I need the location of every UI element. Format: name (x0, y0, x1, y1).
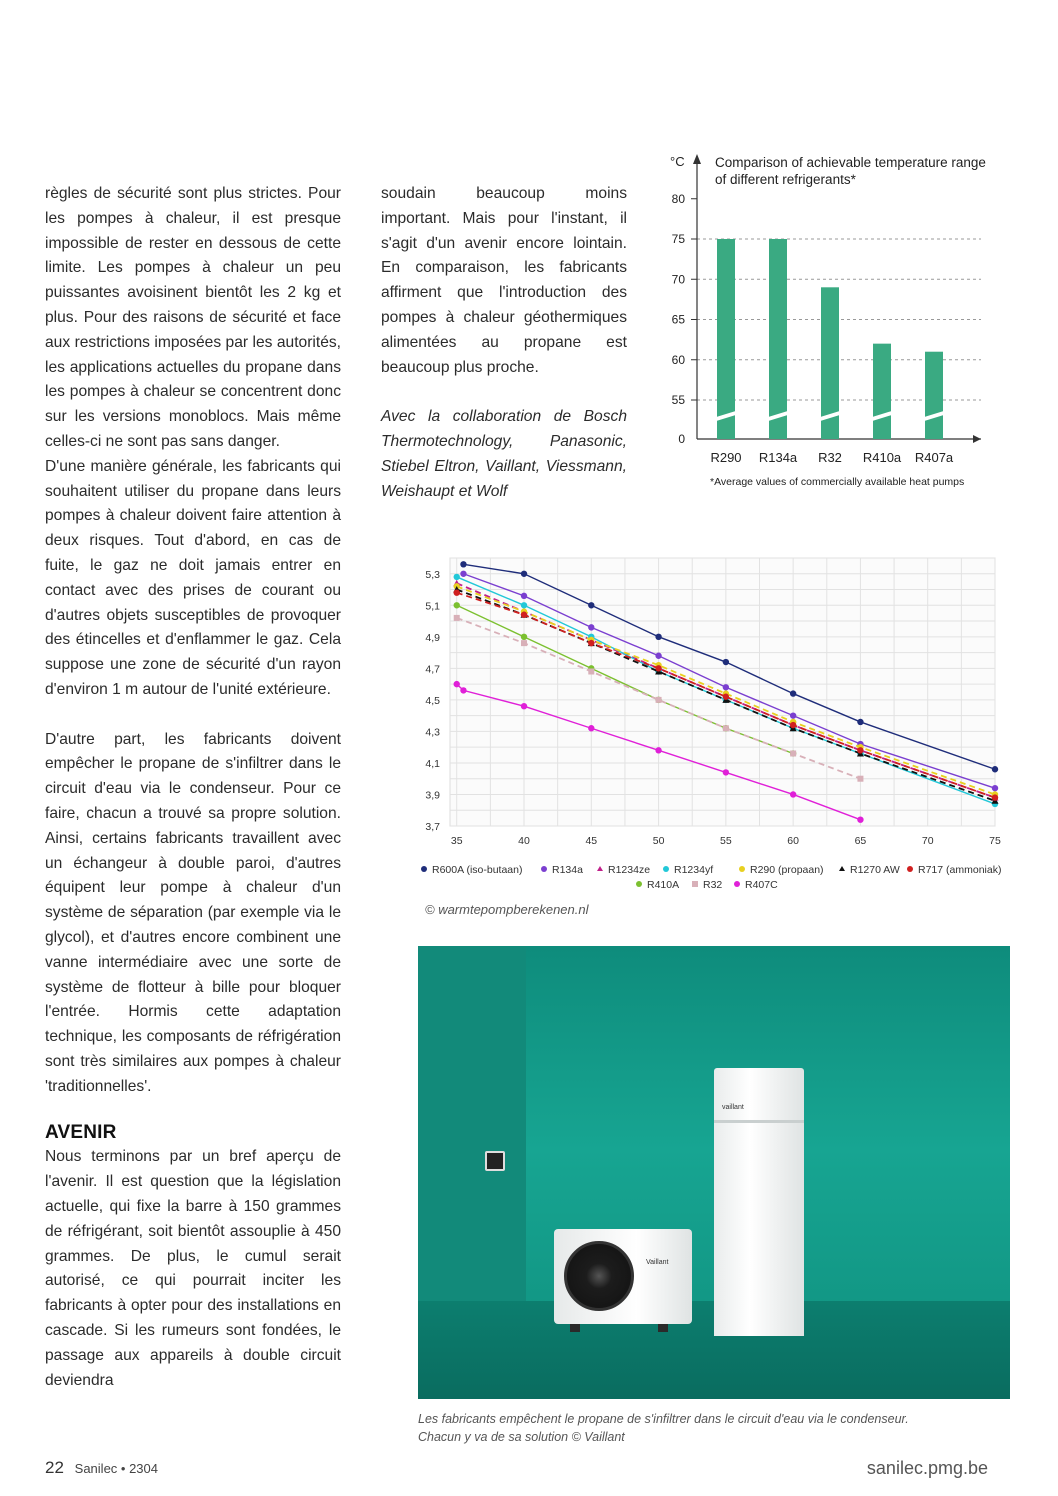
legend-marker (421, 866, 427, 872)
caption-line: Les fabricants empêchent le propane de s'infiltrer dans le circuit d'eau via le condenseur. (418, 1412, 909, 1426)
article-paragraph: Nous terminons par un bref aperçu de l'avenir. Il est question que la législation actuelle, qui fixe la barre à 150 grammes de réfrigérant, soit bientôt assouplie à 450 grammes. De plus, le cumul serait autorisé, ce qui pourrait inciter les fabricants à opter pour des installations en cascade. Si les rumeurs sont fondées, le passage aux appareils à double circuit deviendra (45, 1148, 341, 1389)
article-paragraph: règles de sécurité sont plus strictes. Pour les pompes à chaleur, il est presque impossible de rester en dessous de cette limite. Les pompes à chaleur un peu puissantes avoisinent bientôt les 2 kg et plus. Pour des raisons de sécurité et face aux restrictions imposées par les autorités, les applications actuelles du propane dans les pompes à chaleur se concentrent donc sur les versions monoblocs. Mais même celles-ci ne sont pas sans danger. (45, 185, 341, 450)
website-link[interactable]: sanilec.pmg.be (866, 1458, 988, 1478)
legend-marker (597, 866, 603, 871)
legend-label: R1234yf (674, 864, 714, 876)
line-point (454, 589, 460, 595)
line-point (521, 602, 527, 608)
middle-article-column (381, 182, 627, 504)
line-point (655, 747, 661, 753)
line-point (588, 669, 594, 675)
bar-category-label: R32 (818, 450, 842, 465)
legend-label: R407C (745, 879, 778, 891)
legend-marker (636, 881, 642, 887)
refrigerant-temperature-bar-chart (655, 150, 1025, 495)
line-chart-y-tick: 4,1 (425, 757, 440, 770)
bar (873, 344, 891, 439)
article-paragraph: D'une manière générale, les fabricants qui souhaitent utiliser du propane dans leurs pompes à chaleur doivent faire attention à deux risques. Tout d'abord, en cas de fuite, le gaz ne doit jamais entrer en contact avec des prises de courant ou d'autres objets susceptibles de provoquer des étincelles et d'enflammer le gaz. Cela suppose une zone de sécurité d'un rayon d'environ 1 m autour de l'unité extérieure. (45, 457, 341, 698)
legend-label: R410A (647, 879, 680, 891)
thermostat-icon (485, 1151, 505, 1171)
line-point (790, 791, 796, 797)
bar-chart-footnote: *Average values of commercially available heat pumps (710, 476, 965, 488)
line-chart-plot-area (450, 558, 995, 826)
bar-chart-svg (655, 150, 1025, 495)
line-chart-x-tick: 50 (652, 835, 665, 847)
article-paragraph: D'autre part, les fabricants doivent empêcher le propane de s'infiltrer dans le circuit d'eau via le condenseur. Pour ce faire, chacun a trouvé sa propre solution. Ainsi, certains fabricants travaillent avec un échangeur à double paroi, d'autres équipent leur pompe à chaleur d'un système de séparation (par exemple via le glycol), et d'autres encore combinent une vanne intermédiaire avec une sorte de système de flotteur à bille pour bloquer l'entrée. Hormis cette adaptation technique, les composants de réfrigération sont très similaires aux pompes à chaleur 'traditionnelles'. (45, 730, 341, 1095)
bar-chart-tick-label: 65 (671, 312, 685, 327)
unit-foot (570, 1324, 580, 1332)
legend-marker (734, 881, 740, 887)
left-article-column (45, 182, 341, 1393)
line-chart-x-tick: 40 (518, 835, 530, 847)
line-point (992, 785, 998, 791)
bar (717, 239, 735, 439)
photo-caption (418, 1410, 1010, 1446)
refrigerant-line-chart (410, 548, 1010, 898)
page-number: 22 (45, 1458, 64, 1477)
bar-chart-title: of different refrigerants* (715, 172, 856, 187)
line-point (454, 681, 460, 687)
bar-chart-tick-label: 75 (671, 232, 685, 246)
legend-marker (739, 866, 745, 872)
bar-chart-tick-label: 60 (671, 352, 685, 367)
section-heading: AVENIR (45, 1122, 117, 1144)
line-point (790, 750, 796, 756)
legend-label: R134a (552, 864, 583, 876)
indoor-unit-band (714, 1120, 804, 1123)
line-chart-y-tick: 4,7 (425, 663, 440, 676)
line-point (723, 769, 729, 775)
line-chart-x-tick: 35 (450, 835, 463, 847)
line-point (454, 615, 460, 621)
indoor-unit (714, 1068, 804, 1336)
magazine-issue: Sanilec • 2304 (74, 1461, 158, 1476)
heat-pump-photo (418, 946, 1010, 1399)
line-point (521, 640, 527, 646)
line-point (723, 725, 729, 731)
legend-label: R290 (propaan) (750, 864, 824, 876)
line-point (790, 722, 796, 728)
legend-marker (839, 866, 845, 871)
line-point (857, 719, 863, 725)
legend-label: R32 (703, 879, 723, 891)
bar-category-label: R407a (914, 450, 954, 465)
line-point (521, 593, 527, 599)
line-point (454, 574, 460, 580)
line-point (588, 602, 594, 608)
collaboration-credit: Avec la collaboration de Bosch Thermotechnology, Panasonic, Stiebel Eltron, Vaillant, Viessmann, Weishaupt et Wolf (381, 408, 627, 500)
line-point (723, 659, 729, 665)
caption-line: Chacun y va de sa solution © Vaillant (418, 1430, 625, 1444)
line-chart-y-tick: 5,3 (425, 568, 440, 581)
line-point (521, 571, 527, 577)
outdoor-unit (554, 1229, 692, 1324)
line-chart-x-tick: 70 (921, 835, 934, 847)
line-chart-x-tick: 65 (854, 835, 867, 847)
line-point (790, 712, 796, 718)
line-chart-x-tick: 55 (720, 835, 732, 847)
line-point (588, 640, 594, 646)
line-point (588, 624, 594, 630)
line-point (723, 684, 729, 690)
line-chart-y-tick: 4,3 (425, 726, 440, 739)
line-chart-y-tick: 5,1 (425, 600, 440, 613)
bar-chart-unit-label: °C (670, 154, 685, 169)
line-point (992, 794, 998, 800)
line-point (521, 703, 527, 709)
line-point (723, 694, 729, 700)
line-point (521, 612, 527, 618)
fan-icon (564, 1241, 634, 1311)
bar-chart-x-arrow (973, 435, 981, 443)
line-point (790, 690, 796, 696)
legend-label: R1270 AW (850, 864, 900, 876)
line-chart-svg (410, 548, 1010, 898)
footer-left (45, 1458, 158, 1478)
wall-panel (418, 946, 526, 1301)
line-point (857, 747, 863, 753)
bar-category-label: R290 (710, 450, 742, 465)
legend-marker (541, 866, 547, 872)
line-chart-y-tick: 4,5 (425, 694, 440, 707)
line-chart-y-tick: 4,9 (425, 631, 440, 644)
line-point (655, 634, 661, 640)
line-point (656, 697, 662, 703)
bar-chart-y-arrow (693, 154, 701, 164)
bar (925, 352, 943, 439)
line-point (588, 725, 594, 731)
line-chart-x-tick: 75 (989, 835, 1001, 847)
line-point (460, 561, 466, 567)
bar-chart-title: Comparison of achievable temperature range (715, 155, 986, 170)
legend-label: R1234ze (608, 864, 651, 876)
line-point (460, 687, 466, 693)
line-point (655, 653, 661, 659)
bar (769, 239, 787, 439)
bar-category-label: R410a (862, 450, 902, 465)
line-point (460, 571, 466, 577)
outdoor-unit-logo: Vaillant (646, 1259, 669, 1266)
line-chart-x-tick: 60 (787, 835, 799, 847)
line-chart-y-tick: 3,7 (425, 821, 440, 833)
line-chart-x-tick: 45 (585, 835, 598, 847)
line-point (454, 602, 460, 608)
line-point (655, 665, 661, 671)
line-point (521, 634, 527, 640)
legend-label: R717 (ammoniak) (918, 864, 1002, 876)
legend-marker (907, 866, 913, 872)
bar-category-label: R134a (758, 450, 798, 465)
unit-foot (658, 1324, 668, 1332)
article-paragraph: soudain beaucoup moins important. Mais pour l'instant, il s'agit d'un avenir encore lointain. En comparaison, les fabricants affirment que l'introduction des pompes à chaleur géothermiques alimentées au propane est beaucoup plus proche. (381, 185, 627, 376)
legend-label: R600A (iso-butaan) (432, 864, 523, 876)
line-point (857, 816, 863, 822)
line-point (992, 766, 998, 772)
line-chart-credit: © warmtepompberekenen.nl (425, 902, 589, 917)
bar-chart-tick-label: 80 (671, 191, 685, 206)
bar-chart-tick-label: 70 (671, 272, 685, 287)
line-point (857, 776, 863, 782)
bar-chart-tick-label: 55 (671, 393, 685, 407)
legend-marker (692, 881, 698, 887)
indoor-unit-logo: vaillant (722, 1104, 744, 1111)
bar-chart-tick-label: 0 (678, 432, 685, 446)
legend-marker (663, 866, 669, 872)
line-chart-y-tick: 3,9 (425, 789, 440, 802)
